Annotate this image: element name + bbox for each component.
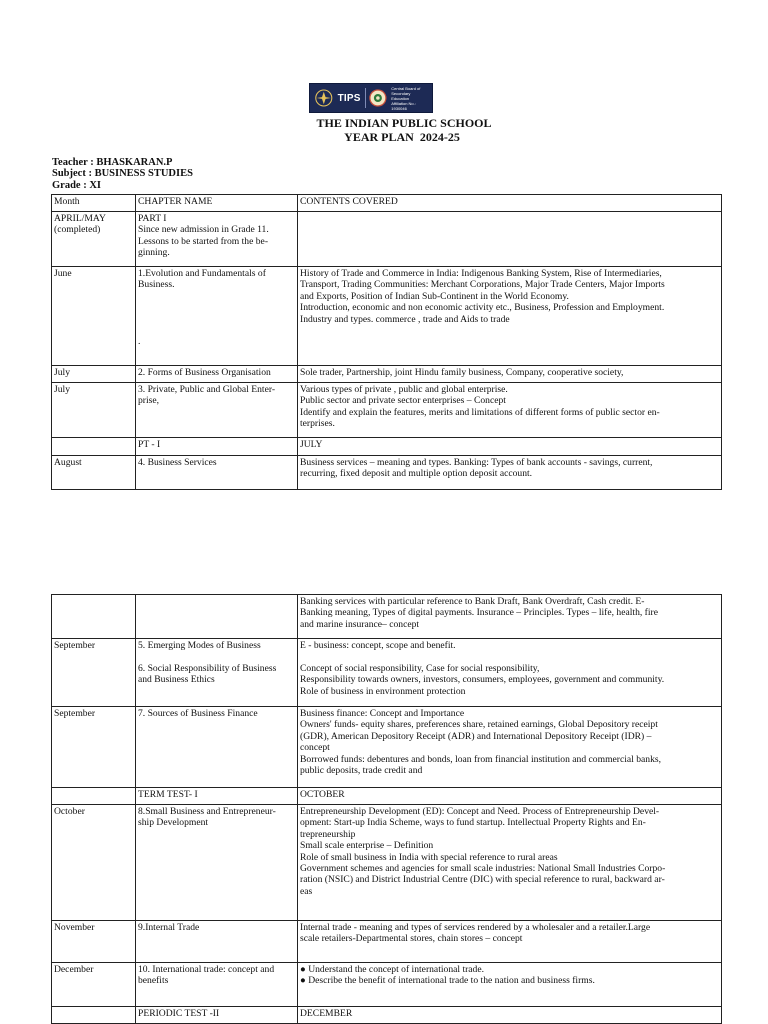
contents-cell-line: ration (NSIC) and District Industrial Centre (DIC) with special reference to rural, backward ar-	[300, 874, 665, 886]
contents-cell-line: DECEMBER	[300, 1008, 353, 1019]
chapter-cell	[136, 963, 298, 1007]
chapter-cell-line	[138, 651, 295, 662]
table-row	[52, 595, 722, 639]
chapter-cell	[136, 456, 298, 490]
chapter-cell-line: TERM TEST- I	[138, 789, 198, 800]
month-cell-line: July	[54, 384, 70, 395]
contents-cell-line: (GDR), American Depository Receipt (ADR) and International Depository Receipt (IDR) –	[300, 730, 652, 742]
chapter-cell-line: benefits	[138, 975, 169, 987]
contents-cell-line: ● Understand the concept of international trade.	[300, 964, 485, 975]
subject-line: Subject : BUSINESS STUDIES	[52, 168, 193, 179]
contents-cell-line: OCTOBER	[300, 789, 345, 800]
contents-cell-line: scale retailers-Departmental stores, chain stores – concept	[300, 933, 523, 945]
chapter-cell	[136, 805, 298, 921]
contents-cell-line: eas	[300, 885, 313, 897]
contents-cell-line: Public sector and private sector enterprises – Concept	[300, 395, 506, 407]
logo-divider	[365, 88, 366, 108]
month-cell	[52, 456, 136, 490]
chapter-cell-line: and Business Ethics	[138, 674, 215, 686]
table-row	[52, 438, 722, 456]
contents-cell-line: ● Describe the benefit of international trade to the nation and business firms.	[300, 975, 595, 987]
contents-cell	[298, 456, 722, 490]
cbse-affiliation-text: Central Board of Secondary Education Affiliation No.: 1930046	[391, 85, 421, 111]
contents-cell	[298, 707, 722, 788]
grade-line: Grade : XI	[52, 180, 101, 191]
month-cell-line: September	[54, 708, 96, 719]
chapter-cell-line: 8.Small Business and Entrepreneur-	[138, 806, 276, 817]
chapter-cell-line: PT - I	[138, 439, 161, 450]
chapter-cell-line: 3. Private, Public and Global Enter-	[138, 384, 276, 395]
contents-cell	[298, 383, 722, 438]
chapter-cell	[136, 438, 298, 456]
contents-cell-line: concept	[300, 742, 330, 754]
table-row	[52, 707, 722, 788]
table-row	[52, 383, 722, 438]
chapter-cell-line: 5. Emerging Modes of Business	[138, 640, 261, 651]
year-plan-heading: YEAR PLAN 2024-25	[344, 130, 460, 144]
contents-covered-header: CONTENTS COVERED	[298, 195, 722, 212]
chapter-cell-line	[138, 291, 295, 302]
contents-cell	[298, 267, 722, 366]
chapter-cell-line: prise,	[138, 395, 160, 407]
table-row	[52, 212, 722, 267]
month-cell	[52, 963, 136, 1007]
contents-cell	[298, 788, 722, 805]
contents-cell-line: recurring, fixed deposit and multiple option deposit account.	[300, 468, 533, 480]
chapter-cell-line: ship Development	[138, 817, 209, 829]
school-logo-banner	[309, 83, 433, 113]
year-plan-table-part1	[51, 194, 722, 490]
contents-cell-line: opment: Start-up India Scheme, ways to fund startup. Intellectual Property Rights and En-	[300, 817, 646, 829]
chapter-cell-line: PART I	[138, 213, 167, 224]
chapter-cell-line	[138, 325, 295, 336]
contents-cell-line: Owners' funds- equity shares, preferences share, retained earnings, Global Depository receipt	[300, 719, 658, 731]
contents-cell-line: Banking meaning, Types of digital payments. Insurance – Principles. Types – life, health, fire	[300, 607, 658, 619]
contents-cell	[298, 366, 722, 383]
table-header-row	[52, 195, 722, 212]
contents-cell	[298, 805, 722, 921]
contents-cell-line: public deposits, trade credit and	[300, 765, 423, 777]
table-row	[52, 366, 722, 383]
tips-emblem-icon	[314, 87, 334, 109]
cbse-seal-icon	[369, 88, 387, 108]
contents-cell-line: Government schemes and agencies for small scale industries: National Small Industries Corpo-	[300, 863, 666, 875]
contents-cell-line: and marine insurance– concept	[300, 618, 420, 630]
month-cell-line: APRIL/MAY	[54, 213, 106, 224]
contents-cell-line: Business finance: Concept and Importance	[300, 708, 465, 719]
contents-cell-line: Industry and types. commerce , trade and Aids to trade	[300, 313, 510, 325]
month-cell	[52, 212, 136, 267]
chapter-cell	[136, 383, 298, 438]
contents-cell-line: Transport, Trading Communities: Merchant Corporations, Major Trade Centers, Major Imports	[300, 279, 665, 291]
chapter-cell	[136, 267, 298, 366]
month-cell-line: (completed)	[54, 224, 101, 236]
month-cell	[52, 707, 136, 788]
chapter-cell-line: .	[138, 336, 141, 348]
chapter-cell-line: 9.Internal Trade	[138, 922, 200, 933]
contents-cell-line: and Exports, Position of Indian Sub-Continent in the World Economy.	[300, 290, 569, 302]
contents-cell-line: Business services – meaning and types. Banking: Types of bank accounts - savings, current,	[300, 457, 653, 468]
month-cell	[52, 383, 136, 438]
contents-cell-line: Entrepreneurship Development (ED): Concept and Need. Process of Entrepreneurship Devel-	[300, 806, 660, 817]
chapter-cell-line: Business.	[138, 279, 175, 291]
table-row	[52, 267, 722, 366]
month-cell-line: August	[54, 457, 82, 468]
chapter-cell	[136, 639, 298, 707]
school-name-heading: THE INDIAN PUBLIC SCHOOL	[316, 116, 492, 130]
chapter-cell	[136, 595, 298, 639]
chapter-cell-line: PERIODIC TEST -II	[138, 1008, 220, 1019]
month-header: Month	[52, 195, 136, 212]
month-cell-line: November	[54, 922, 95, 933]
month-cell-line: July	[54, 367, 70, 378]
tips-logo-text: TIPS	[337, 92, 361, 104]
chapter-cell-line: Lessons to be started from the be-	[138, 235, 269, 247]
chapter-cell	[136, 921, 298, 963]
contents-cell-line: Small scale enterprise – Definition	[300, 840, 434, 852]
contents-cell-line: E - business: concept, scope and benefit.	[300, 640, 456, 651]
chapter-cell	[136, 212, 298, 267]
contents-cell-line: Sole trader, Partnership, joint Hindu family business, Company, cooperative society,	[300, 367, 624, 378]
chapter-cell-line: 7. Sources of Business Finance	[138, 708, 258, 719]
month-cell-line: December	[54, 964, 94, 975]
contents-cell	[298, 595, 722, 639]
contents-cell-line: Borrowed funds: debentures and bonds, loan from financial institution and commercial banks,	[300, 753, 662, 765]
chapter-cell	[136, 788, 298, 805]
month-cell	[52, 1007, 136, 1024]
contents-cell	[298, 212, 722, 267]
teacher-line: Teacher : BHASKARAN.P	[52, 157, 173, 168]
chapter-cell-line	[138, 314, 295, 325]
contents-cell-line: History of Trade and Commerce in India: Indigenous Banking System, Rise of Intermediaries,	[300, 268, 662, 279]
table-row	[52, 921, 722, 963]
contents-cell	[298, 1007, 722, 1024]
contents-cell-line: Introduction, economic and non economic activity etc., Business, Profession and Employment.	[300, 302, 665, 314]
chapter-cell-line: ginning.	[138, 247, 170, 259]
contents-cell-line	[300, 651, 719, 662]
contents-cell-line: Role of business in environment protection	[300, 685, 466, 697]
chapter-cell	[136, 366, 298, 383]
contents-cell-line: JULY	[300, 439, 323, 450]
contents-cell-line: Concept of social responsibility, Case for social responsibility,	[300, 662, 540, 674]
month-cell	[52, 788, 136, 805]
chapter-cell	[136, 1007, 298, 1024]
month-cell	[52, 805, 136, 921]
contents-cell	[298, 963, 722, 1007]
table-row	[52, 1007, 722, 1024]
contents-cell-line: terprises.	[300, 418, 335, 430]
table-row	[52, 963, 722, 1007]
contents-cell	[298, 921, 722, 963]
year-plan-table-part2	[51, 594, 722, 1024]
chapter-cell-line: 10. International trade: concept and	[138, 964, 275, 975]
chapter-name-header: CHAPTER NAME	[136, 195, 298, 212]
table-row	[52, 788, 722, 805]
month-cell	[52, 595, 136, 639]
chapter-cell	[136, 707, 298, 788]
month-cell	[52, 366, 136, 383]
contents-cell	[298, 438, 722, 456]
chapter-cell-line: Since new admission in Grade 11.	[138, 224, 269, 236]
contents-cell-line: trepreneurship	[300, 828, 356, 840]
month-cell-line: June	[54, 268, 72, 279]
table-row	[52, 639, 722, 707]
chapter-cell-line: 4. Business Services	[138, 457, 217, 468]
chapter-cell-line: 1.Evolution and Fundamentals of	[138, 268, 266, 279]
table-row	[52, 456, 722, 490]
month-cell	[52, 438, 136, 456]
contents-cell	[298, 639, 722, 707]
month-cell-line: September	[54, 640, 96, 651]
chapter-cell-line	[138, 302, 295, 313]
chapter-cell-line: 6. Social Responsibility of Business	[138, 662, 277, 674]
chapter-cell-line: 2. Forms of Business Organisation	[138, 367, 271, 378]
contents-cell-line: Identify and explain the features, merits and limitations of different forms of public sector en-	[300, 406, 660, 418]
month-cell	[52, 921, 136, 963]
month-cell	[52, 639, 136, 707]
contents-cell-line: Responsibility towards owners, investors, consumers, employees, government and community.	[300, 674, 665, 686]
contents-cell-line: Banking services with particular reference to Bank Draft, Bank Overdraft, Cash credit. E-	[300, 596, 645, 607]
contents-cell-line: Role of small business in India with special reference to rural areas	[300, 851, 558, 863]
month-cell	[52, 267, 136, 366]
contents-cell-line: Various types of private , public and global enterprise.	[300, 384, 508, 395]
table-row	[52, 805, 722, 921]
contents-cell-line: Internal trade - meaning and types of services rendered by a wholesaler and a retailer.Large	[300, 922, 651, 933]
month-cell-line: October	[54, 806, 85, 817]
